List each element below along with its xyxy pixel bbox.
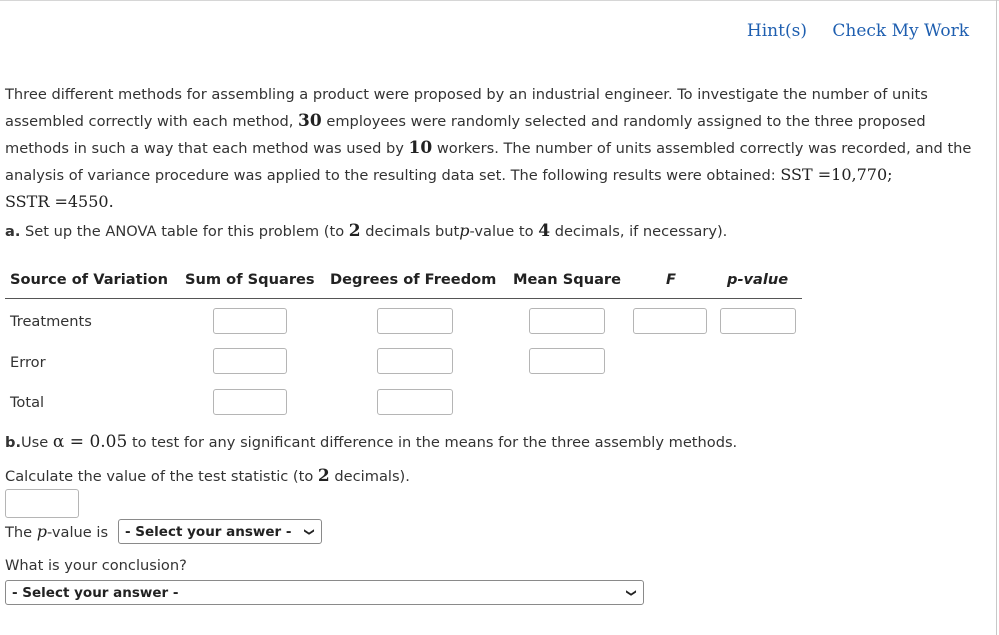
sst-value: SST =10,770 [780,165,888,184]
toolbar [727,21,969,41]
conclusion-select[interactable]: - Select your answer - ❯ [5,580,644,605]
p-value-prompt: The p-value is [5,522,109,541]
treatments-df-input[interactable] [377,308,453,334]
treatments-f-input[interactable] [633,308,707,334]
test-statistic-input[interactable] [5,489,79,518]
treatments-ms-input[interactable] [529,308,605,334]
row-label-error: Error [10,354,46,371]
problem-statement: Three different methods for assembling a product were proposed by an industrial engineer. To investigate the number of units assembled correctly with each method, 30 employees were randomly selected and randomly assigned to the three proposed methods in such a way that each method was used by 10 workers. The number of units assembled correctly was recorded, and the analysis of variance procedure was applied to the resulting data set. The following results were obtained: SST =10,770; SSTR =4550. [5,86,972,211]
header-degrees-of-freedom: Degrees of Freedom [330,271,497,288]
right-scroll-edge [996,0,997,635]
error-ss-input[interactable] [213,348,287,374]
header-divider [5,298,802,299]
header-p-value: p-value [727,271,789,288]
alpha-value: α = 0.05 [52,432,128,452]
sstr-value: SSTR =4550 [5,192,109,211]
header-mean-square: Mean Square [513,271,622,288]
part-b-instructions: b.Use α = 0.05 to test for any significant difference in the means for the three assembly methods. [5,432,738,452]
chevron-down-icon: ❯ [625,588,637,597]
header-f: F [666,271,676,288]
header-sum-of-squares: Sum of Squares [185,271,315,288]
test-statistic-prompt: Calculate the value of the test statistic (to 2 decimals). [5,466,410,486]
row-label-treatments: Treatments [10,313,92,330]
treatments-ss-input[interactable] [213,308,287,334]
workers-count: 10 [408,138,433,158]
treatments-pvalue-input[interactable] [720,308,796,334]
error-ms-input[interactable] [529,348,605,374]
part-a-instructions: a. Set up the ANOVA table for this problem (to 2 decimals butp-value to 4 decimals, if necessary). [5,221,728,241]
top-divider [0,0,999,1]
header-source: Source of Variation [10,271,168,288]
chevron-down-icon: ❯ [303,527,315,536]
p-value-select[interactable]: - Select your answer - ❯ [118,519,322,544]
conclusion-question: What is your conclusion? [5,557,187,574]
total-ss-input[interactable] [213,389,287,415]
check-my-work-link[interactable]: Check My Work [832,21,969,41]
total-df-input[interactable] [377,389,453,415]
hints-link[interactable]: Hint(s) [746,21,807,41]
row-label-total: Total [10,394,45,411]
error-df-input[interactable] [377,348,453,374]
employees-count: 30 [298,111,322,131]
